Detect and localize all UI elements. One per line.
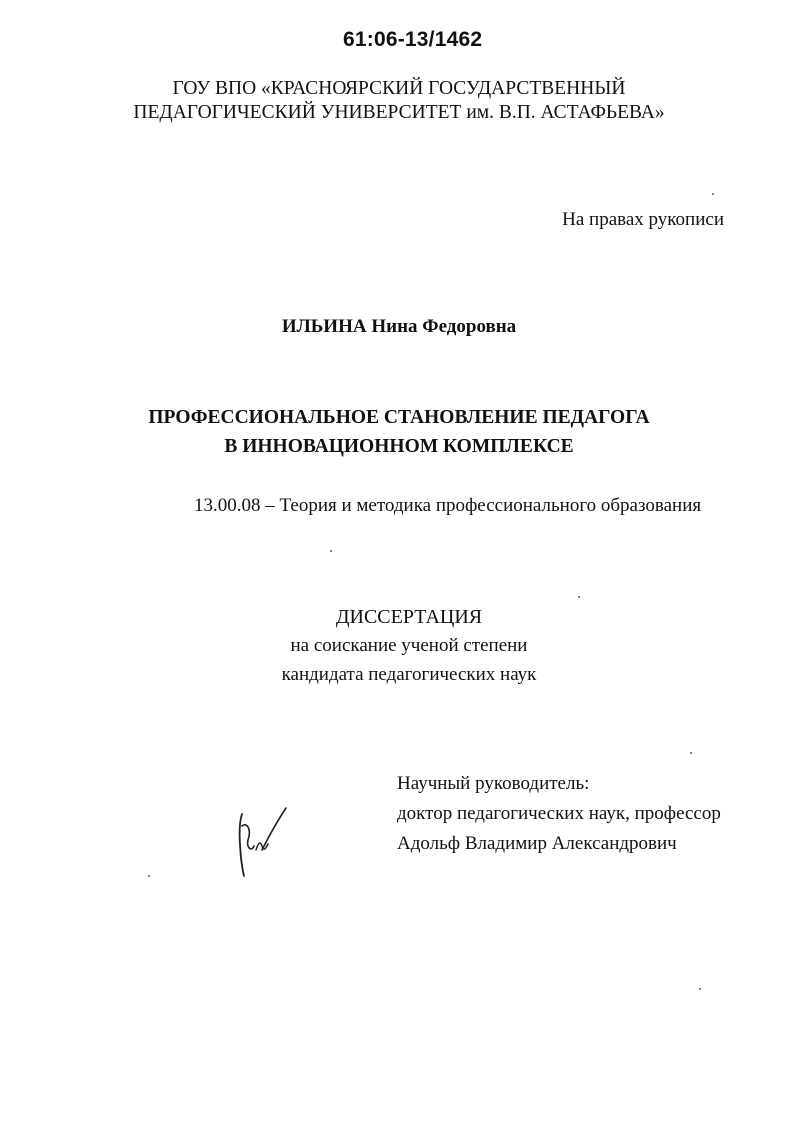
scan-speck	[578, 596, 580, 598]
manuscript-note: На правах рукописи	[562, 209, 724, 230]
scan-speck	[148, 875, 150, 877]
degree-level: кандидата педагогических наук	[281, 664, 537, 685]
scan-speck	[330, 550, 332, 552]
scan-speck	[712, 193, 714, 195]
specialty-code: 13.00.08 – Теория и методика профессионального образования	[194, 495, 702, 516]
catalog-number: 61:06-13/1462	[343, 28, 483, 51]
advisor-name: Адольф Владимир Александрович	[397, 833, 677, 854]
dissertation-title-line-2: В ИННОВАЦИОННОМ КОМПЛЕКСЕ	[224, 436, 574, 457]
author-name: ИЛЬИНА Нина Федоровна	[281, 316, 517, 337]
scan-speck	[690, 752, 692, 754]
handwritten-signature	[232, 806, 288, 880]
scan-speck	[699, 988, 701, 990]
degree-type: ДИССЕРТАЦИЯ	[335, 606, 483, 628]
organization-line-2: ПЕДАГОГИЧЕСКИЙ УНИВЕРСИТЕТ им. В.П. АСТАФЬЕВА»	[133, 102, 665, 123]
organization-line-1: ГОУ ВПО «КРАСНОЯРСКИЙ ГОСУДАРСТВЕННЫЙ	[172, 78, 626, 99]
advisor-credentials: доктор педагогических наук, профессор	[397, 803, 721, 824]
dissertation-title-line-1: ПРОФЕССИОНАЛЬНОЕ СТАНОВЛЕНИЕ ПЕДАГОГА	[148, 407, 650, 428]
advisor-label: Научный руководитель:	[397, 773, 590, 794]
degree-purpose: на соискание ученой степени	[290, 635, 528, 656]
